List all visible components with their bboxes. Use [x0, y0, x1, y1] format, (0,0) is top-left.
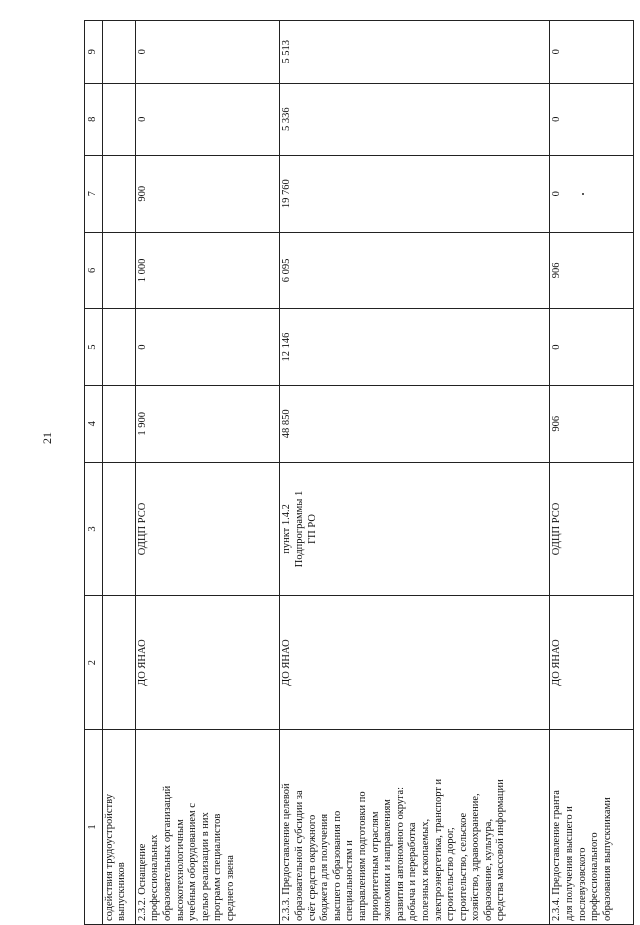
- value-cell: [550, 155, 634, 232]
- header-cell: 2: [85, 596, 103, 730]
- value-cell: 1 900: [135, 385, 280, 462]
- value-cell: 48 850: [280, 385, 550, 462]
- source-cell: ОДЦП РСО: [550, 462, 634, 596]
- table-row: [280, 21, 550, 925]
- activity-cell: 2.3.3. Предоставление целевой образовательной субсидии за счёт средств окружного бюджета для получения высшего образования по специальностям и направлениям подготовки по приоритетным отраслям экономики и направлениям развития автономного округа: добыча и переработка полезных ископаемых, электроэнергетика, транспорт и строительство дорог, строительство, сельское хозяйство, здравоохранение, образование, культура, средства массовой информации: [280, 729, 550, 924]
- executor-cell: ДО ЯНАО: [550, 596, 634, 730]
- source-cell: ОДЦП РСО: [135, 462, 280, 596]
- header-cell: 8: [85, 83, 103, 155]
- value-cell: 5 336: [280, 83, 550, 155]
- value-cell: 0: [550, 83, 634, 155]
- source-cell: пункт 1.4.2 Подпрограммы 1 ГП РО: [280, 462, 550, 596]
- program-table-rotated: [84, 20, 634, 925]
- value-cell: 1 000: [135, 232, 280, 309]
- value-cell: 0: [135, 309, 280, 386]
- value-cell: 6 095: [280, 232, 550, 309]
- value-cell: 906: [550, 232, 634, 309]
- table-row: [102, 21, 135, 925]
- header-cell: 1: [85, 729, 103, 924]
- value-cell: [102, 385, 135, 462]
- value-cell: 0: [550, 309, 634, 386]
- value-cell: 12 146: [280, 309, 550, 386]
- value-cell: [102, 21, 135, 84]
- program-table: [84, 20, 634, 925]
- value-cell: 5 513: [280, 21, 550, 84]
- header-cell: 9: [85, 21, 103, 84]
- header-cell: 4: [85, 385, 103, 462]
- header-cell: 7: [85, 155, 103, 232]
- value-cell: [102, 155, 135, 232]
- value-cell: 900: [135, 155, 280, 232]
- activity-cell: 2.3.2. Оснащение профессиональных образовательных организаций высокотехнологичным учебным оборудованием с целью реализации в них программ специалистов среднего звена: [135, 729, 280, 924]
- source-cell: [102, 462, 135, 596]
- activity-cell: 2.3.4. Предоставление гранта для получения высшего и послевузовского профессионального образования выпускниками: [550, 729, 634, 924]
- executor-cell: ДО ЯНАО: [135, 596, 280, 730]
- value-cell: 0: [135, 83, 280, 155]
- value-text: 0: [551, 191, 563, 197]
- header-row: [85, 21, 103, 925]
- value-cell: 0: [550, 21, 634, 84]
- header-cell: 6: [85, 232, 103, 309]
- value-cell: 19 760: [280, 155, 550, 232]
- activity-cell: содействия трудоустройству выпускников: [102, 729, 135, 924]
- value-cell: [102, 232, 135, 309]
- header-cell: 5: [85, 309, 103, 386]
- value-cell: [102, 83, 135, 155]
- table-row: [135, 21, 280, 925]
- executor-cell: [102, 596, 135, 730]
- page-number: 21: [40, 432, 54, 444]
- value-cell: [102, 309, 135, 386]
- stray-dot-mark: [582, 193, 584, 195]
- executor-cell: ДО ЯНАО: [280, 596, 550, 730]
- value-cell: 906: [550, 385, 634, 462]
- value-cell: 0: [135, 21, 280, 84]
- table-row: [550, 21, 634, 925]
- header-cell: 3: [85, 462, 103, 596]
